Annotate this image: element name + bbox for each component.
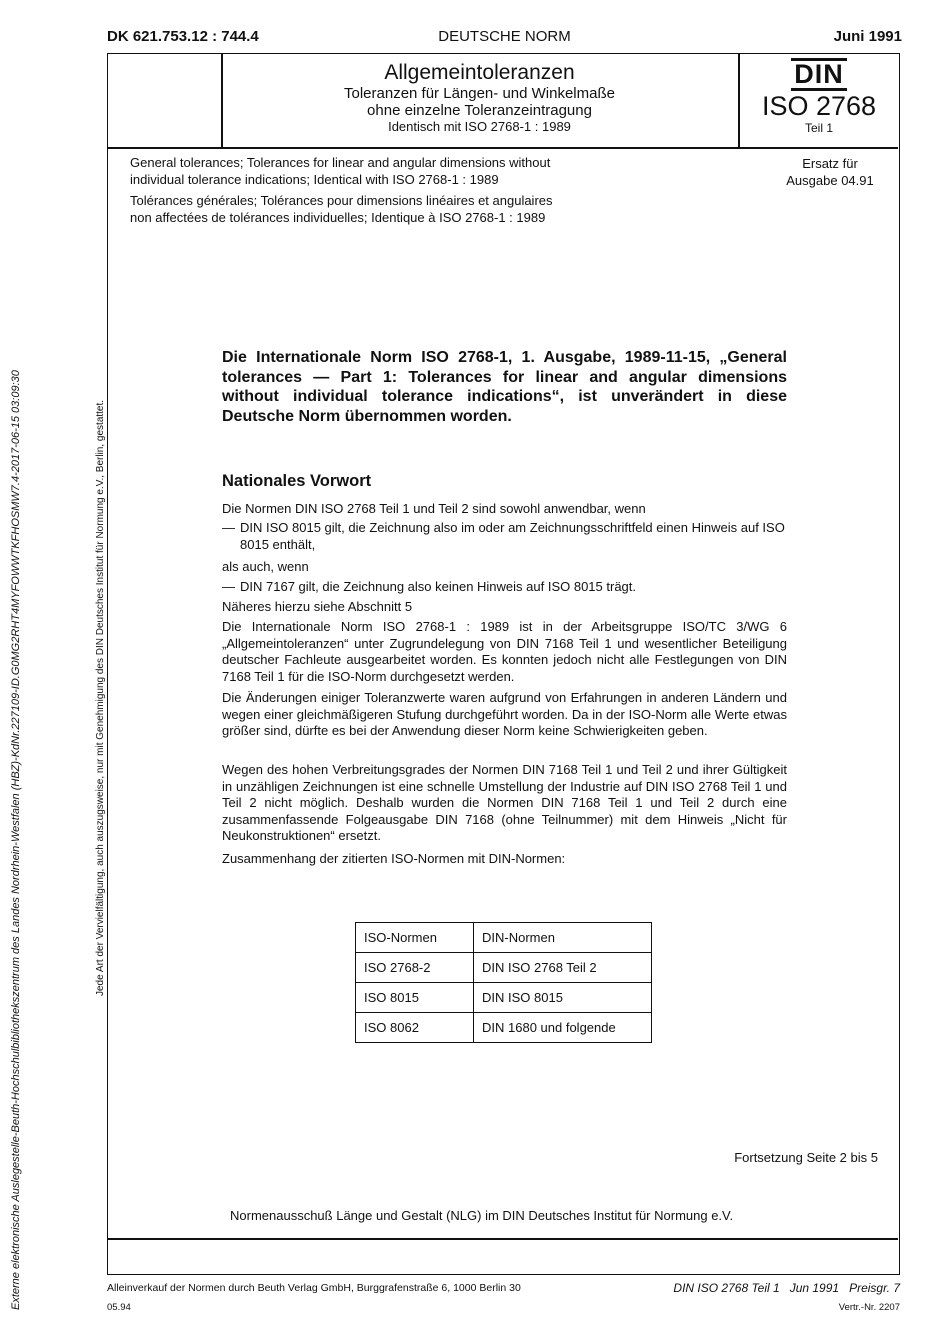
- footer-divider: [108, 1238, 898, 1240]
- replacement-line2: Ausgabe 04.91: [786, 173, 874, 188]
- committee-note: Normenausschuß Länge und Gestalt (NLG) im DIN Deutsches Institut für Normung e.V.: [230, 1208, 734, 1223]
- title-divider: [108, 147, 898, 149]
- foreword-dash2: [222, 579, 787, 596]
- side-note-outer: Externe elektronische Auslegestelle-Beuth-Hochschulbibliothekszentrum des Landes Nordrhein-Westfalen (HBZ)-KdNr.227109-ID.G0MG2RHT4MYFOWWTKFHOSMW7.4-2017-06-15 03:09:30: [10, 370, 22, 1310]
- dash-mark: —: [222, 579, 235, 594]
- foreword-naeheres: Näheres hierzu siehe Abschnitt 5: [222, 599, 413, 614]
- table-row: [356, 923, 652, 953]
- intro-statement: Die Internationale Norm ISO 2768-1, 1. Ausgabe, 1989-11-15, „General tolerances — Part 1: Tolerances for linear and angular dimensions without individual tolerance indications“, ist unverändert in diese Deutsche Norm übernommen worden.: [222, 349, 787, 425]
- din-logo: DIN: [791, 58, 847, 91]
- page-title: Allgemeintoleranzen: [384, 61, 575, 84]
- table-row: [356, 953, 652, 983]
- subtitle-line1: Toleranzen für Längen- und Winkelmaße: [344, 85, 615, 102]
- table-cell: DIN 1680 und folgende: [474, 1013, 652, 1043]
- foreword-p1: Die Normen DIN ISO 2768 Teil 1 und Teil 2 sind sowohl anwendbar, wenn: [222, 501, 646, 516]
- identical-note: Identisch mit ISO 2768-1 : 1989: [388, 119, 571, 134]
- footer-reference: DIN ISO 2768 Teil 1 Jun 1991 Preisgr. 7: [673, 1281, 900, 1295]
- standard-part: Teil 1: [804, 121, 833, 135]
- translation-fr-line1: Tolérances générales; Tolérances pour dimensions linéaires et angulaires: [130, 193, 553, 208]
- foreword-p3: Die Änderungen einiger Toleranzwerte waren aufgrund von Erfahrungen in anderen Ländern und wegen einer gleichmäßigeren Stufung durchgeführt worden. Da in der ISO-Norm alle Werte etwas größer sind, dürfte es bei der Anwendung dieser Norm keine Schwierigkeiten geben.: [222, 690, 787, 738]
- footer-vertr-number: Vertr.-Nr. 2207: [838, 1302, 900, 1313]
- table-cell: ISO 8015: [356, 983, 474, 1013]
- subtitle-line2: ohne einzelne Toleranzeintragung: [367, 102, 592, 119]
- dash-mark: —: [222, 520, 235, 535]
- dk-number: DK 621.753.12 : 744.4: [107, 28, 259, 45]
- title-block: [222, 60, 737, 135]
- table-header-iso: ISO-Normen: [356, 923, 474, 953]
- table-cell: ISO 2768-2: [356, 953, 474, 983]
- translation-fr-line2: non affectées de tolérances individuelles; Identique à ISO 2768-1 : 1989: [130, 210, 546, 225]
- table-cell: ISO 8062: [356, 1013, 474, 1043]
- side-note-inner: Jede Art der Vervielfältigung, auch auszugsweise, nur mit Genehmigung des DIN Deutsches Institut für Normung e.V., Berlin, gestattet.: [95, 399, 106, 996]
- norm-type: DEUTSCHE NORM: [438, 28, 571, 45]
- foreword-p4: Wegen des hohen Verbreitungsgrades der Normen DIN 7168 Teil 1 und Teil 2 und ihrer Gültigkeit in unzähligen Zeichnungen ist eine schnelle Umstellung der Industrie auf DIN ISO 2768 Teil 1 und Teil 2 nicht möglich. Deshalb wurden die Normen DIN 7168 Teil 1 und Teil 2 durch eine zusammenfassende Folgeausgabe DIN 7168 (ohne Teilnummer) mit dem Hinweis „Nicht für Neukonstruktionen“ ersetzt.: [222, 762, 787, 843]
- footer-sale-note: Alleinverkauf der Normen durch Beuth Verlag GmbH, Burggrafenstraße 6, 1000 Berlin 30: [107, 1282, 521, 1294]
- translation-en-line2: individual tolerance indications; Identical with ISO 2768-1 : 1989: [130, 172, 499, 187]
- table-row: [356, 1013, 652, 1043]
- foreword-dash1: [222, 520, 787, 553]
- replacement-line1: Ersatz für: [802, 156, 858, 171]
- continuation-note: Fortsetzung Seite 2 bis 5: [734, 1150, 878, 1165]
- foreword-heading: Nationales Vorwort: [222, 472, 372, 490]
- table-cell: DIN ISO 8015: [474, 983, 652, 1013]
- footer-print-date: 05.94: [107, 1302, 131, 1313]
- issue-date: Juni 1991: [833, 28, 902, 45]
- din-block: [739, 58, 899, 135]
- foreword-als-auch: als auch, wenn: [222, 559, 309, 574]
- header-bar: [107, 28, 902, 50]
- table-header-din: DIN-Normen: [474, 923, 652, 953]
- replacement-note: [770, 155, 890, 189]
- translation-en-line1: General tolerances; Tolerances for linear and angular dimensions without: [130, 155, 551, 170]
- dash1-text: DIN ISO 8015 gilt, die Zeichnung also im oder am Zeichnungsschriftfeld einen Hinweis auf ISO 8015 enthält,: [240, 520, 785, 552]
- table-cell: DIN ISO 2768 Teil 2: [474, 953, 652, 983]
- iso-din-table: [355, 922, 652, 1043]
- foreword-p5: Zusammenhang der zitierten ISO-Normen mit DIN-Normen:: [222, 851, 566, 866]
- foreword-p2: Die Internationale Norm ISO 2768-1 : 1989 ist in der Arbeitsgruppe ISO/TC 3/WG 6 „Allgemeintoleranzen“ unter Zugrundelegung von DIN 7168 Teil 1 und wesentlicher Beteiligung deutscher Fachleute ausgearbeitet worden. Es konnten jedoch nicht alle Festlegungen von DIN 7168 Teil 1 für die ISO-Norm durchgesetzt werden.: [222, 619, 787, 684]
- standard-number: ISO 2768: [761, 91, 877, 121]
- dash2-text: DIN 7167 gilt, die Zeichnung also keinen Hinweis auf ISO 8015 trägt.: [240, 579, 637, 594]
- table-row: [356, 983, 652, 1013]
